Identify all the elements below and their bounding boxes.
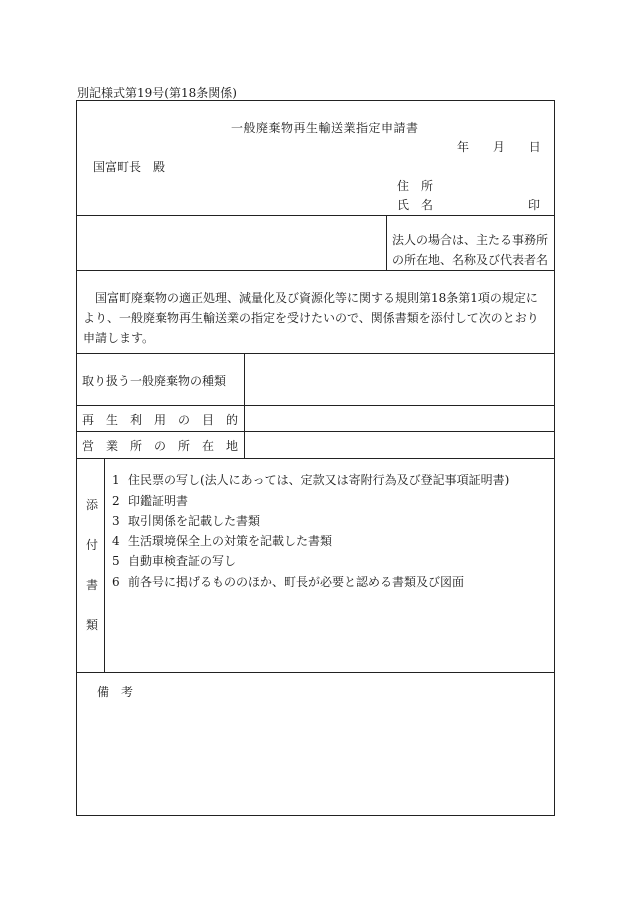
attachment-item: 6 前各号に掲げるもののほか、町長が必要と認める書類及び図面	[112, 575, 465, 589]
address-label: 住 所	[397, 179, 434, 193]
remarks-label: 備 考	[97, 685, 134, 699]
divider	[386, 215, 387, 270]
divider	[76, 353, 555, 354]
divider	[76, 270, 555, 271]
name-label: 氏 名	[397, 198, 434, 212]
form-title: 一般廃棄物再生輸送業指定申請書	[231, 121, 419, 135]
divider	[244, 353, 245, 458]
seal-label: 印	[528, 198, 541, 212]
recycling-purpose-label: 再 生 利 用 の 目 的	[82, 413, 239, 427]
divider	[76, 672, 555, 673]
year-label: 年	[457, 140, 470, 154]
form-number: 別記様式第19号(第18条関係)	[77, 86, 237, 100]
office-location-label: 営 業 所 の 所 在 地	[82, 439, 239, 453]
attachments-label: 添付書類	[85, 498, 98, 632]
attachment-item: 4 生活環境保全上の対策を記載した書類	[112, 534, 333, 548]
divider	[76, 405, 555, 406]
attachment-item: 2 印鑑証明書	[112, 494, 189, 508]
divider	[76, 215, 555, 216]
attachment-item: 1 住民票の写し(法人にあっては、定款又は寄附行為及び登記事項証明書)	[112, 473, 510, 487]
divider	[104, 458, 105, 672]
corporate-note: 法人の場合は、主たる事務所の所在地、名称及び代表者名	[392, 233, 549, 267]
waste-type-label: 取り扱う一般廃棄物の種類	[82, 374, 227, 388]
day-label: 日	[528, 140, 541, 154]
month-label: 月	[492, 140, 505, 154]
addressee: 国富町長 殿	[93, 160, 166, 174]
declaration-text: 国富町廃棄物の適正処理、減量化及び資源化等に関する規則第18条第1項の規定により、一般廃棄物再生輸送業の指定を受けたいので、関係書類を添付して次のとおり申請します。	[83, 291, 539, 345]
attachment-item: 3 取引関係を記載した書類	[112, 514, 261, 528]
date-line	[457, 138, 541, 155]
divider	[76, 458, 555, 459]
attachment-item: 5 自動車検査証の写し	[112, 554, 237, 568]
divider	[76, 431, 555, 432]
